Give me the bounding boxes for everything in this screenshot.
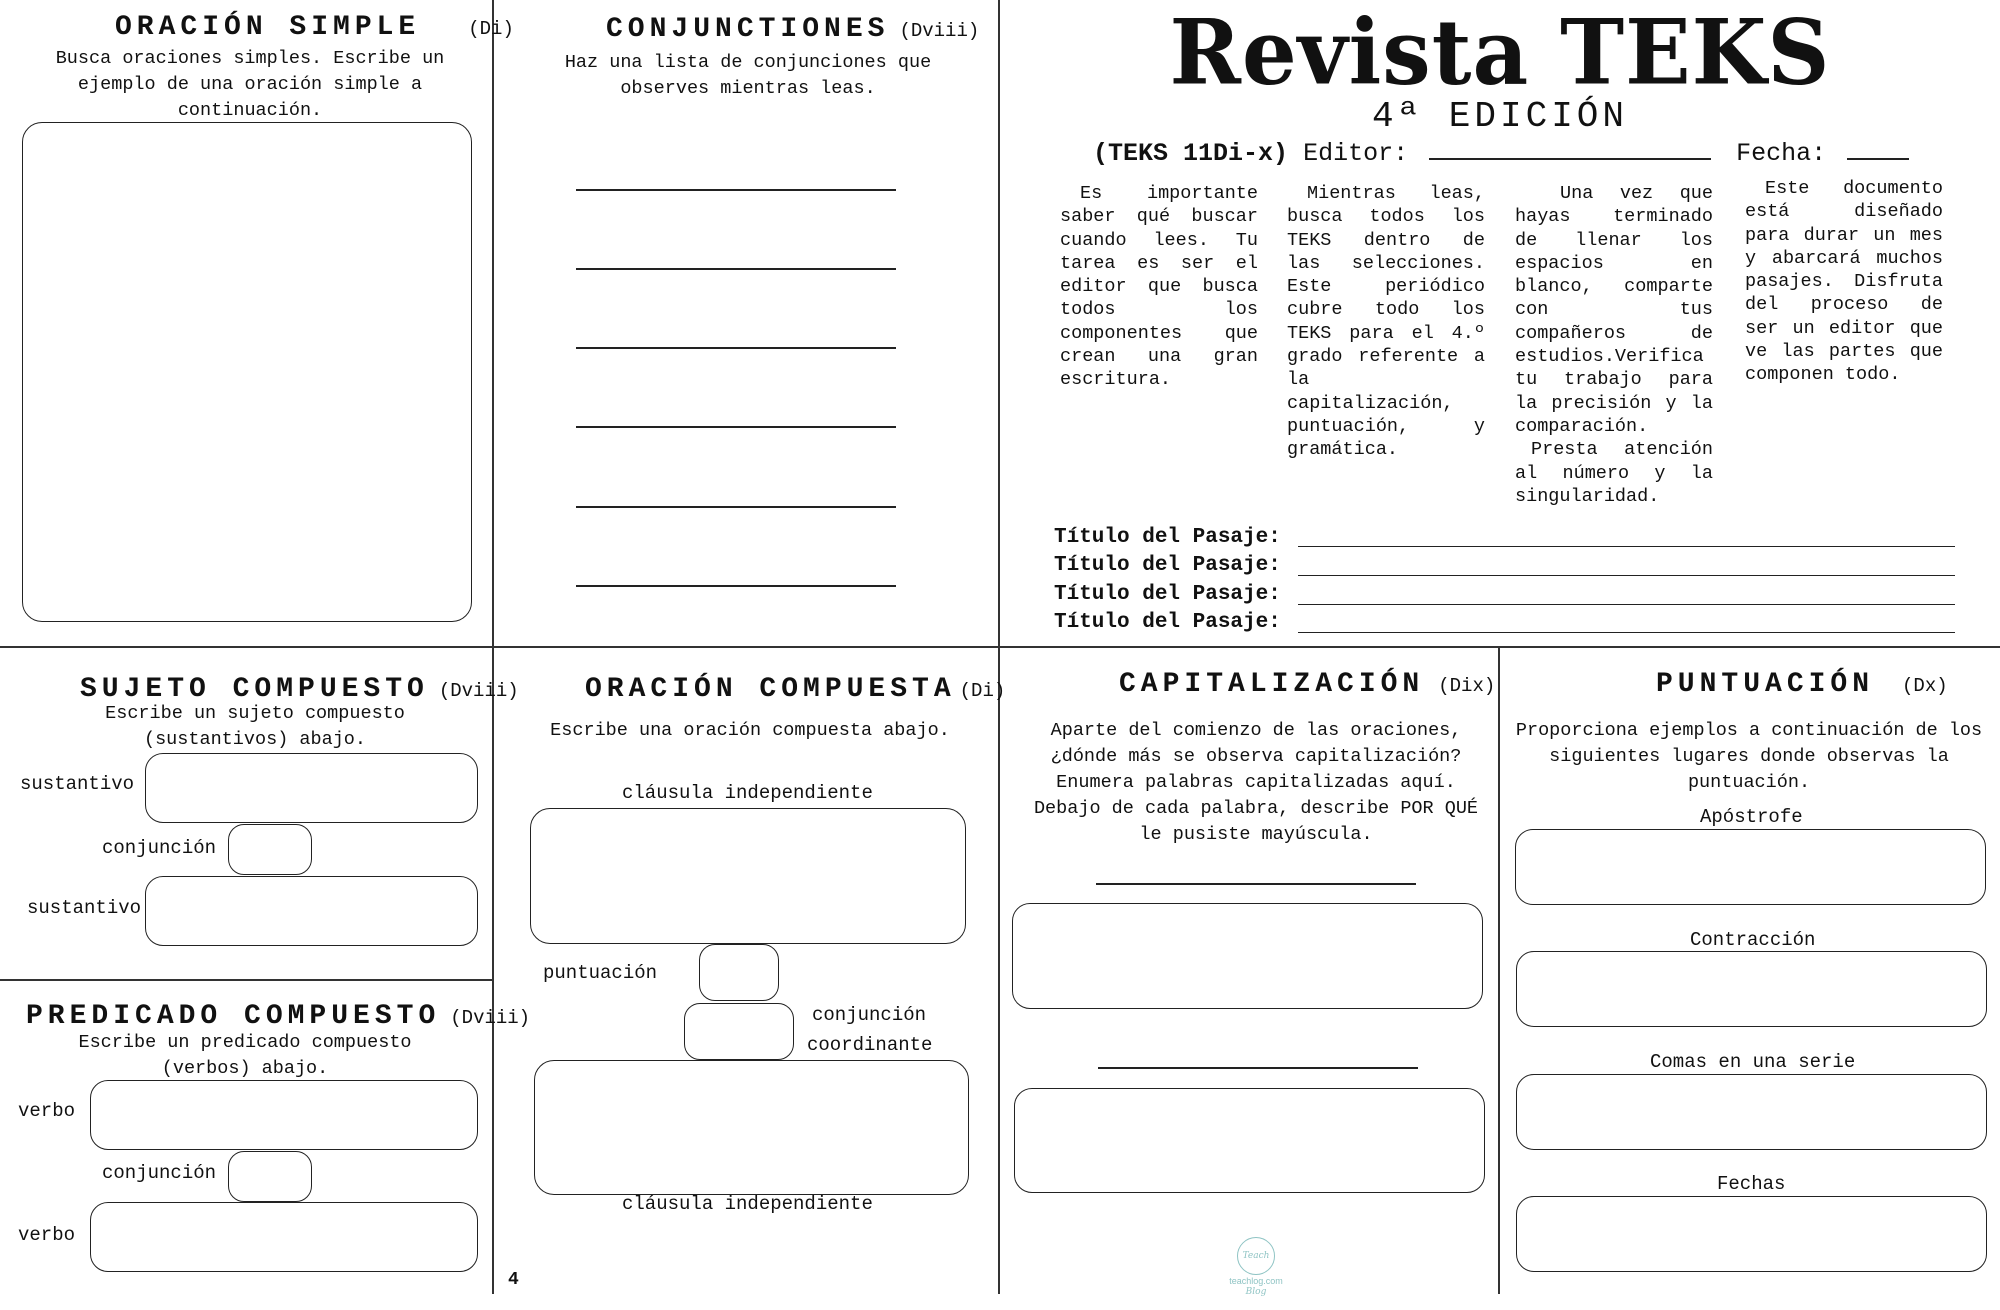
title-text: PREDICADO COMPUESTO — [26, 1001, 441, 1032]
section-title-capitalizacion — [1119, 669, 1495, 700]
answer-box-conjuncion-predicado[interactable] — [228, 1151, 312, 1202]
intro-column-1 — [1060, 182, 1258, 392]
write-line-conjunction-3[interactable] — [576, 347, 896, 349]
word-line-capitalized-1[interactable] — [1096, 883, 1416, 885]
editor-label: Editor: — [1303, 139, 1409, 168]
label-verbo-2: verbo — [18, 1224, 76, 1246]
title-text: CAPITALIZACIÓN — [1119, 669, 1425, 700]
answer-box-apostrofe[interactable] — [1515, 829, 1986, 905]
answer-box-sustantivo-2[interactable] — [145, 876, 478, 946]
answer-box-capitalized-reason-2[interactable] — [1014, 1088, 1485, 1193]
passage-label-3: Título del Pasaje: — [1054, 583, 1281, 606]
passage-label-4: Título del Pasaje: — [1054, 611, 1281, 634]
intro-column-4 — [1745, 177, 1943, 387]
section-title-conjunciones — [606, 14, 979, 45]
write-line-conjunction-2[interactable] — [576, 268, 896, 270]
passage-field-1[interactable] — [1298, 546, 1955, 547]
page-number: 4 — [508, 1270, 519, 1290]
instructions-oracion-simple: Busca oraciones simples. Escribe un ejemplo de una oración simple a continuación. — [55, 48, 445, 121]
write-line-conjunction-5[interactable] — [576, 506, 896, 508]
section-title-oracion-simple — [115, 12, 514, 43]
intro-paragraph: Presta atención al número y la singularidad. — [1515, 439, 1713, 507]
intro-paragraph: Una vez que hayas terminado de llenar los espacios en blanco, comparte con tus compañeros de estudios.Verifica tu trabajo para la precisión y la comparación. — [1515, 183, 1713, 437]
intro-column-2 — [1287, 182, 1485, 462]
answer-box-verbo-1[interactable] — [90, 1080, 478, 1150]
label-conjuncion-predicado: conjunción — [102, 1162, 217, 1184]
section-title-puntuacion — [1656, 669, 1948, 700]
answer-box-comas-serie[interactable] — [1516, 1074, 1987, 1150]
write-line-conjunction-6[interactable] — [576, 585, 896, 587]
intro-paragraph: Mientras leas, busca todos los TEKS dentro de las selecciones. Este periódico cubre todo los TEKS para el 4.º grado referente a la capitalización, puntuación, y gramática. — [1287, 183, 1485, 461]
title-text: ORACIÓN SIMPLE — [115, 12, 421, 43]
passage-label-1: Título del Pasaje: — [1054, 526, 1281, 549]
teks-code: (Dix) — [1438, 675, 1496, 697]
teks-code: (Dx) — [1902, 675, 1948, 697]
teks-code: (Dviii) — [450, 1007, 531, 1029]
answer-box-sustantivo-1[interactable] — [145, 753, 478, 823]
answer-box-contraccion[interactable] — [1516, 951, 1987, 1027]
instructions-sujeto-compuesto: Escribe un sujeto compuesto (sustantivos) abajo. — [105, 703, 405, 750]
answer-box-clausula-2[interactable] — [534, 1060, 969, 1195]
label-clausula-1: cláusula independiente — [622, 782, 873, 804]
date-label: Fecha: — [1736, 139, 1827, 168]
label-fechas: Fechas — [1717, 1173, 1786, 1195]
instructions-puntuacion: Proporciona ejemplos a continuación de los siguientes lugares donde observas la puntuación. — [1515, 720, 1983, 793]
title-text: CONJUNCTIONES — [606, 14, 890, 45]
edition-label: 4ª EDICIÓN — [1371, 96, 1629, 137]
write-line-conjunction-1[interactable] — [576, 189, 896, 191]
answer-box-fechas[interactable] — [1516, 1196, 1987, 1272]
label-comas-serie: Comas en una serie — [1650, 1051, 1856, 1073]
section-title-oracion-compuesta — [585, 674, 1005, 705]
title-text: PUNTUACIÓN — [1656, 669, 1875, 700]
answer-box-capitalized-reason-1[interactable] — [1012, 903, 1483, 1009]
answer-box-oracion-simple[interactable] — [22, 122, 472, 622]
instructions-predicado-compuesto: Escribe un predicado compuesto (verbos) abajo. — [78, 1032, 412, 1079]
title-text: SUJETO COMPUESTO — [80, 674, 429, 705]
label-conjuncion-sujeto: conjunción — [102, 837, 217, 859]
magazine-title: Revista TEKS — [1169, 0, 1831, 106]
intro-paragraph: Este documento está diseñado para durar un mes y abarcará muchos pasajes. Disfruta del proceso de ser un editor que ve las partes que componen todo. — [1745, 178, 1943, 386]
divider-vertical-right-bottom — [1498, 647, 1500, 1294]
title-text: ORACIÓN COMPUESTA — [585, 674, 956, 705]
passage-label-2: Título del Pasaje: — [1054, 554, 1281, 577]
label-sustantivo-1: sustantivo — [20, 773, 135, 795]
editor-date-row — [1093, 138, 1909, 168]
intro-paragraph: Es importante saber qué buscar cuando lees. Tu tarea es ser el editor que busca todos los componentes que crean una gran escritura. — [1060, 183, 1258, 391]
divider-horizontal-left-sub — [0, 979, 493, 981]
instructions-capitalizacion: Aparte del comienzo de las oraciones, ¿dónde más se observa capitalización? Enumera palabras capitalizadas aquí. Debajo de cada palabra, describe POR QUÉ le pusiste mayúscula. — [1033, 720, 1479, 845]
intro-column-3 — [1515, 182, 1713, 508]
label-apostrofe: Apóstrofe — [1700, 806, 1803, 828]
divider-horizontal-middle — [0, 646, 2000, 648]
word-line-capitalized-2[interactable] — [1098, 1067, 1418, 1069]
logo-website: teachlog.com — [1229, 1276, 1283, 1286]
instructions-conjunciones: Haz una lista de conjunciones que observes mientras leas. — [564, 52, 932, 99]
section-title-predicado-compuesto — [26, 1001, 530, 1032]
teachblog-logo-icon: Teach Blog — [1237, 1237, 1275, 1275]
answer-box-conjuncion-sujeto[interactable] — [228, 824, 312, 875]
instructions-oracion-compuesta: Escribe una oración compuesta abajo. — [550, 720, 950, 741]
editor-field[interactable] — [1429, 138, 1711, 160]
passage-field-3[interactable] — [1298, 604, 1955, 605]
label-contraccion: Contracción — [1690, 929, 1816, 951]
teks-code: (TEKS 11Di-x) — [1093, 139, 1289, 168]
label-clausula-2: cláusula independiente — [622, 1193, 873, 1215]
passage-field-4[interactable] — [1298, 632, 1955, 633]
teks-code: (Dviii) — [899, 20, 980, 42]
passage-field-2[interactable] — [1298, 575, 1955, 576]
write-line-conjunction-4[interactable] — [576, 426, 896, 428]
label-puntuacion: puntuación — [543, 962, 658, 984]
teks-code: (Di) — [468, 18, 514, 40]
label-coordinante: coordinante — [807, 1034, 933, 1056]
answer-box-clausula-1[interactable] — [530, 808, 966, 944]
label-verbo-1: verbo — [18, 1100, 76, 1122]
date-field[interactable] — [1847, 138, 1909, 160]
teks-code: (Di) — [959, 680, 1006, 702]
answer-box-conjuncion-coordinante[interactable] — [684, 1003, 794, 1060]
label-sustantivo-2: sustantivo — [27, 897, 142, 919]
label-conjuncion: conjunción — [812, 1004, 927, 1026]
teks-code: (Dviii) — [438, 680, 519, 702]
answer-box-verbo-2[interactable] — [90, 1202, 478, 1272]
answer-box-puntuacion[interactable] — [699, 944, 779, 1001]
